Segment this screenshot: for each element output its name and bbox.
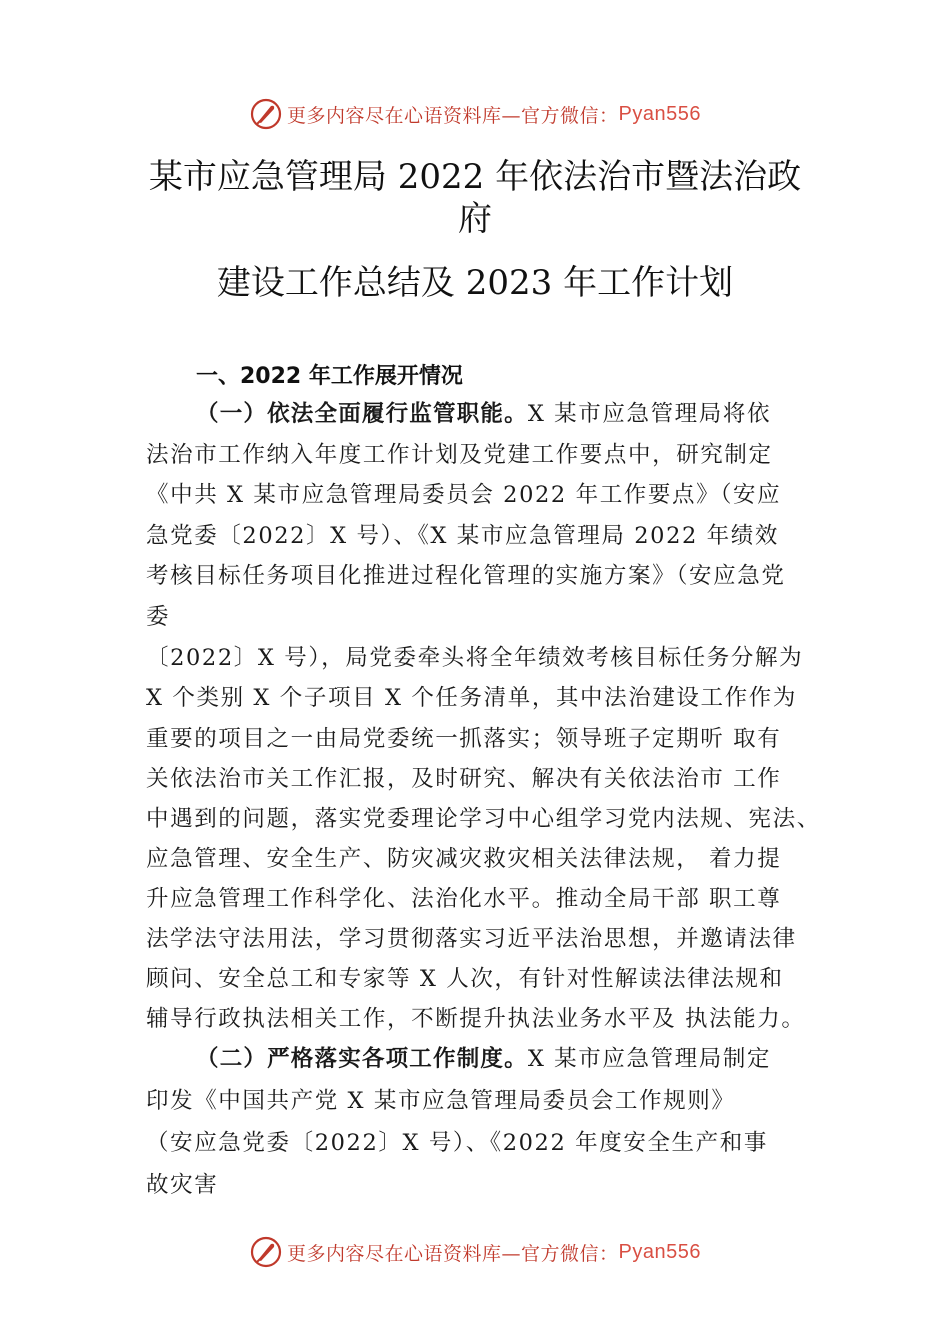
watermark-header [0, 94, 950, 134]
paragraph-line: 法学法守法用法，学习贯彻落实习近平法治思想，并邀请法律 [146, 926, 797, 952]
watermark-wechat-id: Pyan556 [618, 102, 701, 125]
watermark-text: 更多内容尽在心语资料库—官方微信： [287, 1242, 619, 1265]
paragraph-line: 故灾害 [146, 1172, 219, 1198]
document-title-line2: 府 [458, 199, 492, 239]
paragraph-line: 印发《中国共产党 X 某市应急管理局委员会工作规则》 [146, 1088, 736, 1114]
paragraph-2-lead: （二）严格落实各项工作制度。 [196, 1046, 528, 1072]
paragraph-line: 关依法治市关工作汇报，及时研究、解决有关依法治市 工作 [146, 766, 782, 792]
paragraph-line: 重要的项目之一由局党委统一抓落实；领导班子定期听 取有 [146, 726, 782, 752]
paragraph-line: 中遇到的问题，落实党委理论学习中心组学习党内法规、宪法、 [146, 806, 821, 832]
paragraph-1-first-line [196, 399, 771, 429]
paragraph-line: 考核目标任务项目化推进过程化管理的实施方案》（安应急党 [146, 563, 786, 589]
paragraph-line: 《中共 X 某市应急管理局委员会 2022 年工作要点》（安应 [146, 482, 782, 508]
paragraph-line: （安应急党委〔2022〕X 号）、《2022 年度安全生产和事 [146, 1130, 768, 1156]
paragraph-2-lead-rest: X 某市应急管理局制定 [527, 1046, 772, 1072]
paragraph-1-lead-rest: X 某市应急管理局将依 [527, 401, 772, 427]
paragraph-line: 急党委〔2022〕X 号）、《X 某市应急管理局 2022 年绩效 [146, 523, 779, 549]
paragraph-line: 顾问、安全总工和专家等 X 人次，有针对性解读法律法规和 [146, 966, 784, 992]
paragraph-line: 法治市工作纳入年度工作计划及党建工作要点中，研究制定 [146, 442, 773, 468]
paragraph-1-lead: （一）依法全面履行监管职能。 [196, 401, 528, 427]
paragraph-line: 〔2022〕X 号），局党委牵头将全年绩效考核目标任务分解为 [146, 645, 804, 671]
quill-logo-icon [249, 97, 283, 131]
watermark-footer [0, 1232, 950, 1272]
paragraph-line: 委 [146, 604, 171, 630]
section-heading-1: 一、2022 年工作展开情况 [196, 364, 463, 389]
quill-logo-icon [249, 1235, 283, 1269]
paragraph-line: 辅导行政执法相关工作，不断提升执法业务水平及 执法能力。 [146, 1006, 806, 1032]
document-title-line1: 某市应急管理局 2022 年依法治市暨法治政 [148, 157, 802, 197]
watermark-text: 更多内容尽在心语资料库—官方微信： [287, 104, 619, 127]
paragraph-line: 升应急管理工作科学化、法治化水平。推动全局干部 职工尊 [146, 886, 782, 912]
document-title-line3: 建设工作总结及 2023 年工作计划 [216, 263, 734, 303]
paragraph-2-first-line [196, 1044, 771, 1074]
watermark-wechat-id: Pyan556 [618, 1240, 701, 1263]
paragraph-line: X 个类别 X 个子项目 X 个任务清单，其中法治建设工作作为 [146, 685, 797, 711]
paragraph-line: 应急管理、安全生产、防灾减灾救灾相关法律法规， 着力提 [146, 846, 782, 872]
